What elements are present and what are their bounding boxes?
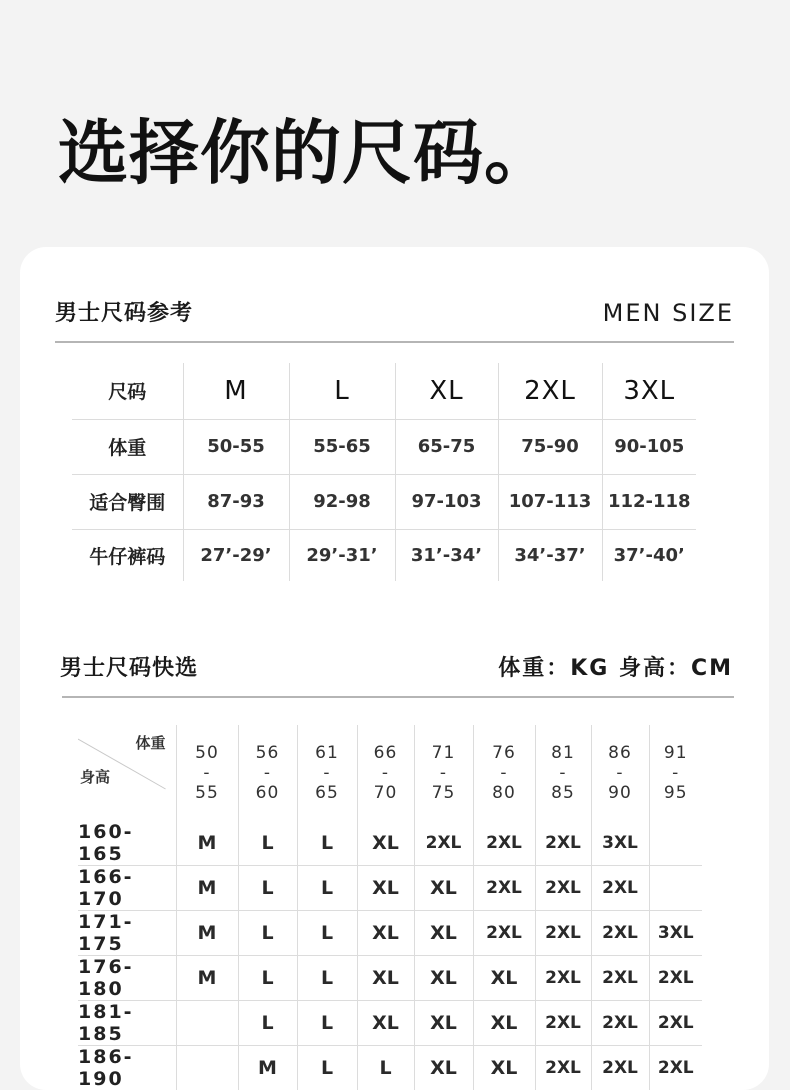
table-cell: 65-75 bbox=[395, 419, 498, 474]
range-dash: - bbox=[672, 763, 680, 783]
weight-to: 80 bbox=[492, 783, 516, 803]
size-cell: 2XL bbox=[535, 956, 591, 1001]
table-row bbox=[78, 1001, 702, 1046]
size-cell: 3XL bbox=[649, 911, 702, 956]
range-dash: - bbox=[500, 763, 508, 783]
weight-to: 85 bbox=[551, 783, 575, 803]
weight-from: 86 bbox=[608, 743, 632, 763]
weight-to: 60 bbox=[255, 783, 280, 803]
size-cell: 2XL bbox=[535, 1046, 591, 1090]
weight-range-header bbox=[414, 725, 473, 821]
size-cell: XL bbox=[414, 956, 473, 1001]
weight-from: 81 bbox=[551, 743, 575, 763]
size-cell: 2XL bbox=[535, 866, 591, 911]
size-cell bbox=[176, 1001, 238, 1046]
size-reference-table bbox=[72, 363, 696, 581]
weight-header-row bbox=[78, 725, 702, 821]
divider bbox=[55, 341, 734, 343]
size-cell: XL bbox=[414, 866, 473, 911]
range-dash: - bbox=[439, 763, 448, 783]
size-cell: L bbox=[297, 1001, 357, 1046]
size-cell: 2XL bbox=[591, 911, 649, 956]
divider bbox=[62, 696, 734, 698]
weight-range-header bbox=[176, 725, 238, 821]
size-cell: XL bbox=[357, 911, 414, 956]
table-cell: 92-98 bbox=[289, 474, 395, 529]
range-dash: - bbox=[559, 763, 567, 783]
row-label: 适合臀围 bbox=[72, 474, 183, 529]
weight-range-header bbox=[591, 725, 649, 821]
size-cell: 2XL bbox=[591, 1046, 649, 1090]
size-cell: M bbox=[176, 956, 238, 1001]
size-cell: M bbox=[176, 911, 238, 956]
table-cell: 37’-40’ bbox=[602, 529, 696, 581]
table-row bbox=[72, 529, 696, 581]
size-cell: 2XL bbox=[649, 1046, 702, 1090]
size-cell: 2XL bbox=[535, 911, 591, 956]
size-cell: L bbox=[238, 821, 297, 866]
row-label: 体重 bbox=[72, 419, 183, 474]
size-cell: L bbox=[297, 956, 357, 1001]
weight-range-header bbox=[357, 725, 414, 821]
weight-to: 75 bbox=[431, 783, 456, 803]
table-header-row bbox=[72, 363, 696, 419]
header-cell: M bbox=[183, 363, 289, 419]
reference-heading-en: MEN SIZE bbox=[602, 299, 734, 327]
weight-to: 95 bbox=[663, 783, 688, 803]
weight-from: 71 bbox=[431, 743, 456, 763]
weight-from: 91 bbox=[663, 743, 688, 763]
weight-to: 55 bbox=[195, 783, 219, 803]
size-cell: XL bbox=[473, 1046, 535, 1090]
corner-weight-label: 体重 bbox=[135, 734, 166, 752]
size-cell: 2XL bbox=[591, 1001, 649, 1046]
weight-to: 65 bbox=[315, 783, 339, 803]
size-cell bbox=[649, 821, 702, 866]
table-cell: 112-118 bbox=[602, 474, 696, 529]
size-cell: XL bbox=[414, 1046, 473, 1090]
table-row bbox=[78, 1046, 702, 1090]
header-cell: 2XL bbox=[498, 363, 602, 419]
table-cell: 50-55 bbox=[183, 419, 289, 474]
size-cell: 2XL bbox=[473, 911, 535, 956]
reference-heading: 男士尺码参考 bbox=[55, 301, 194, 326]
table-cell: 55-65 bbox=[289, 419, 395, 474]
size-cell: 2XL bbox=[649, 1001, 702, 1046]
weight-range-header bbox=[535, 725, 591, 821]
height-range-label: 166-170 bbox=[78, 866, 176, 911]
range-dash: - bbox=[323, 763, 331, 783]
table-cell: 75-90 bbox=[498, 419, 602, 474]
range-dash: - bbox=[263, 763, 272, 783]
quick-select-table bbox=[78, 725, 702, 1090]
size-cell: M bbox=[238, 1046, 297, 1090]
size-cell: 2XL bbox=[535, 821, 591, 866]
size-cell: XL bbox=[357, 821, 414, 866]
weight-from: 66 bbox=[373, 743, 398, 763]
size-cell: L bbox=[238, 1001, 297, 1046]
header-cell: L bbox=[289, 363, 395, 419]
weight-from: 76 bbox=[492, 743, 516, 763]
size-cell: 3XL bbox=[591, 821, 649, 866]
weight-range-header bbox=[473, 725, 535, 821]
weight-to: 70 bbox=[373, 783, 398, 803]
size-cell: 2XL bbox=[649, 956, 702, 1001]
table-cell: 97-103 bbox=[395, 474, 498, 529]
size-cell: L bbox=[238, 911, 297, 956]
height-range-label: 176-180 bbox=[78, 956, 176, 1001]
table-cell: 90-105 bbox=[602, 419, 696, 474]
height-range-label: 160-165 bbox=[78, 821, 176, 866]
size-cell bbox=[649, 866, 702, 911]
table-row bbox=[78, 956, 702, 1001]
size-cell: 2XL bbox=[535, 1001, 591, 1046]
corner-cell bbox=[78, 725, 176, 821]
size-cell: 2XL bbox=[414, 821, 473, 866]
table-row bbox=[78, 866, 702, 911]
size-cell: L bbox=[297, 821, 357, 866]
height-range-label: 181-185 bbox=[78, 1001, 176, 1046]
table-cell: 27’-29’ bbox=[183, 529, 289, 581]
size-cell: XL bbox=[414, 911, 473, 956]
table-row bbox=[72, 474, 696, 529]
size-cell: M bbox=[176, 866, 238, 911]
table-row bbox=[78, 911, 702, 956]
size-cell: 2XL bbox=[473, 821, 535, 866]
weight-range-header bbox=[238, 725, 297, 821]
size-cell: XL bbox=[473, 1001, 535, 1046]
height-range-label: 171-175 bbox=[78, 911, 176, 956]
size-cell: XL bbox=[357, 866, 414, 911]
range-dash: - bbox=[381, 763, 390, 783]
size-cell: 2XL bbox=[473, 866, 535, 911]
weight-range-header bbox=[649, 725, 702, 821]
row-label: 牛仔裤码 bbox=[89, 545, 166, 568]
size-cell: XL bbox=[473, 956, 535, 1001]
header-cell: XL bbox=[395, 363, 498, 419]
quick-heading-row bbox=[60, 651, 733, 682]
header-cell: 尺码 bbox=[72, 363, 183, 419]
page-title: 选择你的尺码。 bbox=[58, 112, 555, 194]
weight-from: 50 bbox=[195, 743, 219, 763]
table-cell: 107-113 bbox=[498, 474, 602, 529]
weight-from: 61 bbox=[315, 743, 339, 763]
weight-to: 90 bbox=[608, 783, 632, 803]
size-cell: L bbox=[357, 1046, 414, 1090]
units-note: 体重：KG 身高：CM bbox=[498, 656, 733, 681]
reference-heading-row bbox=[55, 296, 734, 327]
range-dash: - bbox=[616, 763, 624, 783]
size-cell bbox=[176, 1046, 238, 1090]
size-cell: L bbox=[238, 956, 297, 1001]
table-cell: 31’-34’ bbox=[395, 529, 498, 581]
size-cell: 2XL bbox=[591, 866, 649, 911]
table-cell: 34’-37’ bbox=[498, 529, 602, 581]
range-dash: - bbox=[203, 763, 211, 783]
size-cell: L bbox=[297, 1046, 357, 1090]
table-cell: 87-93 bbox=[183, 474, 289, 529]
corner-height-label: 身高 bbox=[80, 768, 111, 786]
size-cell: L bbox=[297, 911, 357, 956]
table-row bbox=[78, 821, 702, 866]
weight-range-header bbox=[297, 725, 357, 821]
table-row bbox=[72, 419, 696, 474]
table-cell: 29’-31’ bbox=[289, 529, 395, 581]
size-cell: XL bbox=[357, 956, 414, 1001]
header-cell: 3XL bbox=[602, 363, 696, 419]
size-cell: M bbox=[176, 821, 238, 866]
size-cell: L bbox=[297, 866, 357, 911]
quick-heading: 男士尺码快选 bbox=[60, 656, 199, 681]
size-cell: XL bbox=[414, 1001, 473, 1046]
height-range-label: 186-190 bbox=[78, 1046, 134, 1090]
size-cell: 2XL bbox=[591, 956, 649, 1001]
size-cell: L bbox=[238, 866, 297, 911]
weight-from: 56 bbox=[255, 743, 280, 763]
size-cell: XL bbox=[357, 1001, 414, 1046]
